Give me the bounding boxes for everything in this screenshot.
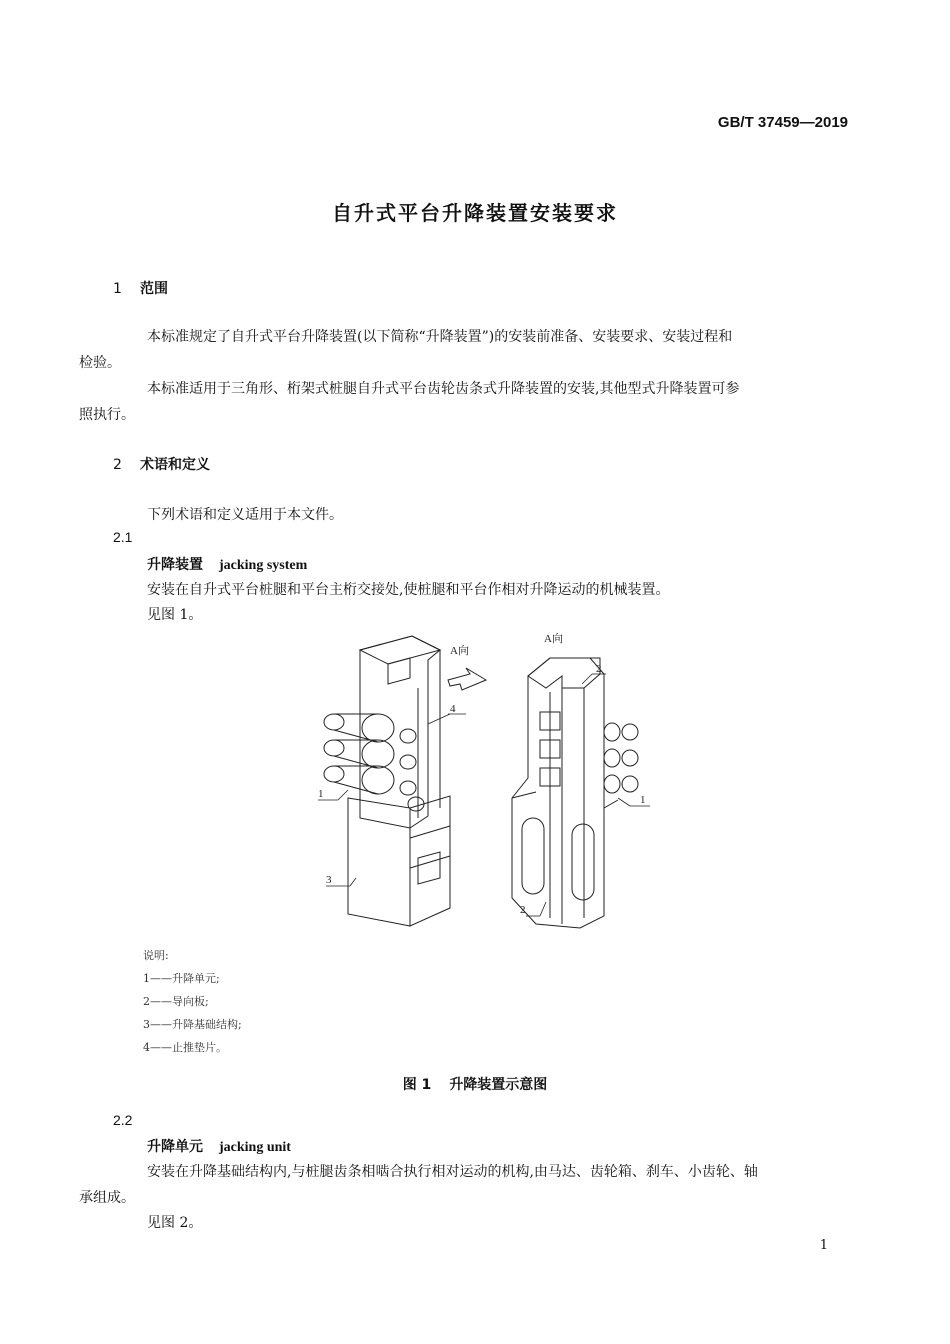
text-line: 检验。 — [79, 355, 121, 371]
figure-number: 图 1 — [402, 1077, 432, 1093]
document-title: 自升式平台升降装置安装要求 — [332, 201, 618, 225]
page-number: 1 — [819, 1238, 828, 1253]
term-2-1-title — [147, 554, 307, 574]
view-label-right: A向 — [544, 633, 563, 645]
term-zh: 升降单元 — [147, 1139, 203, 1155]
legend-item: 1——升降单元; — [143, 972, 220, 985]
legend-title: 说明: — [143, 949, 169, 962]
section-title: 范围 — [140, 281, 168, 297]
right-assembly-drawing — [512, 658, 638, 928]
callout-1-left: 1 — [318, 788, 324, 800]
section-2-heading — [113, 454, 210, 474]
term-zh: 升降装置 — [147, 557, 203, 573]
section-2-intro: 下列术语和定义适用于本文件。 — [147, 507, 343, 523]
section-1-paragraph-1 — [79, 324, 849, 376]
text-line: 本标准适用于三角形、桁架式桩腿自升式平台齿轮齿条式升降装置的安装,其他型式升降装置可参 — [147, 381, 740, 397]
text-line: 照执行。 — [79, 407, 135, 423]
callout-3: 3 — [326, 874, 332, 886]
section-1-paragraph-2 — [79, 376, 849, 428]
term-2-2-title — [147, 1136, 291, 1156]
standard-code: GB/T 37459—2019 — [717, 114, 848, 131]
callout-1-right: 1 — [640, 794, 646, 806]
term-2-2-see: 见图 2。 — [147, 1215, 203, 1231]
term-2-1-number: 2.1 — [113, 529, 133, 545]
pinion-units-right — [604, 723, 638, 793]
callout-2-top: 2 — [596, 663, 602, 675]
callout-2-bottom: 2 — [520, 904, 526, 916]
callout-4: 4 — [450, 703, 456, 715]
section-title: 术语和定义 — [140, 457, 210, 473]
term-en: jacking system — [219, 558, 308, 573]
legend-item: 2——导向板; — [143, 995, 209, 1008]
text-line: 承组成。 — [79, 1190, 135, 1206]
left-assembly-drawing — [324, 636, 486, 926]
figure-1-caption — [0, 1074, 950, 1094]
view-arrow — [448, 668, 486, 690]
pinion-units-left — [324, 714, 424, 811]
term-2-1-see: 见图 1。 — [147, 607, 203, 623]
term-en: jacking unit — [219, 1140, 291, 1155]
view-label-left: A向 — [450, 645, 469, 657]
legend-item: 3——升降基础结构; — [143, 1018, 242, 1031]
section-1-heading — [113, 278, 168, 298]
jacking-system-figure — [300, 628, 660, 930]
section-number: 2 — [113, 457, 122, 473]
figure-title: 升降装置示意图 — [449, 1077, 548, 1093]
term-2-2-definition — [79, 1159, 849, 1211]
text-line: 安装在升降基础结构内,与桩腿齿条相啮合执行相对运动的机构,由马达、齿轮箱、刹车、小齿轮、轴 — [147, 1164, 758, 1180]
term-2-2-number: 2.2 — [113, 1112, 133, 1128]
text-line: 本标准规定了自升式平台升降装置(以下简称“升降装置”)的安装前准备、安装要求、安装过程和 — [147, 329, 733, 345]
term-2-1-definition: 安装在自升式平台桩腿和平台主桁交接处,使桩腿和平台作相对升降运动的机械装置。 — [147, 582, 670, 598]
legend-item: 4——止推垫片。 — [143, 1041, 227, 1054]
callouts — [318, 674, 650, 916]
section-number: 1 — [113, 281, 122, 297]
